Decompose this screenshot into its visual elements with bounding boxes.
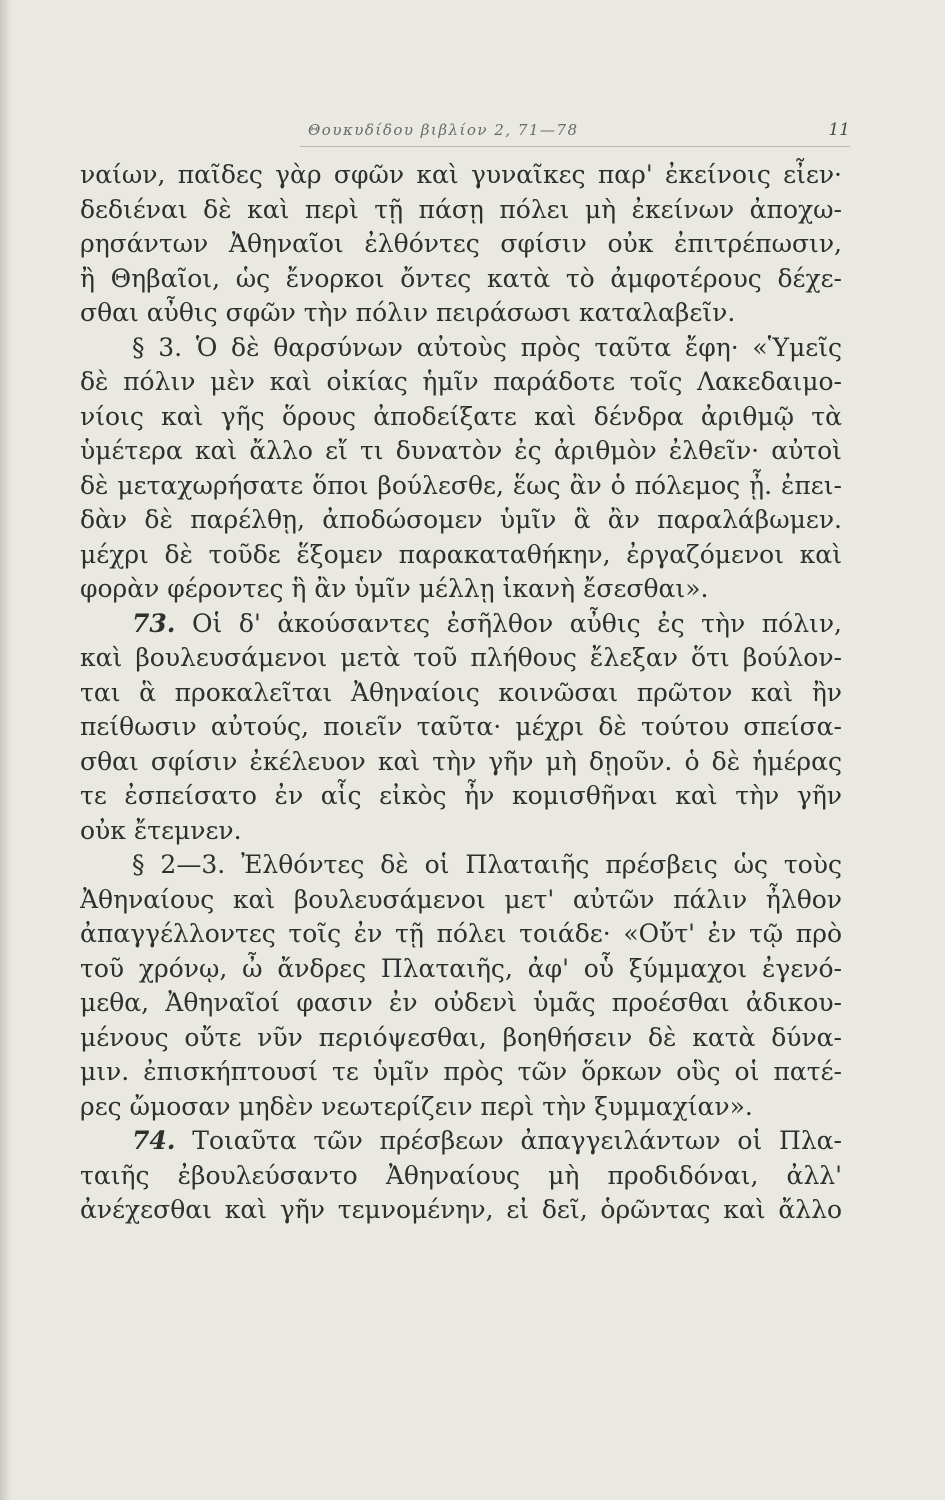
text-line: δὰν δὲ παρέλθῃ, ἀποδώσομεν ὑμῖν ἃ ἂν παραλάβωμεν. xyxy=(80,505,842,534)
text-line: § 2—3. Ἐλθόντες δὲ οἱ Πλαταιῆς πρέσβεις ὡς τοὺς xyxy=(132,850,842,879)
section-number: 73. xyxy=(132,608,176,638)
section-number: 74. xyxy=(132,1126,176,1155)
body-text xyxy=(80,158,842,1228)
text-line: τοῦ χρόνῳ, ὦ ἄνδρες Πλαταιῆς, ἀφ' οὗ ξύμμαχοι ἐγενό- xyxy=(80,953,842,983)
text-line: μεθα, Ἀθηναῖοί φασιν ἐν οὐδενὶ ὑμᾶς προέσθαι ἀδικου- xyxy=(80,988,842,1017)
text-line: τε ἐσπείσατο ἐν αἷς εἰκὸς ἦν κομισθῆναι καὶ τὴν γῆν xyxy=(80,781,842,810)
text-line: δὲ μεταχωρήσατε ὅποι βούλεσθε, ἕως ἂν ὁ πόλεμος ᾖ. ἐπει- xyxy=(80,470,842,500)
text-line: ἀπαγγέλλοντες τοῖς ἐν τῇ πόλει τοιάδε· «Οὔτ' ἐν τῷ πρὸ xyxy=(80,919,842,948)
text-line: ὑμέτερα καὶ ἄλλο εἴ τι δυνατὸν ἐς ἀριθμὸν ἐλθεῖν· αὐτοὶ xyxy=(80,436,842,465)
page-edge xyxy=(0,0,12,1500)
text-line: ται ἃ προκαλεῖται Ἀθηναίοις κοινῶσαι πρῶτον καὶ ἢν xyxy=(80,677,842,707)
text-line: νίοις καὶ γῆς ὅρους ἀποδείξατε καὶ δένδρα ἀριθμῷ τὰ xyxy=(80,401,842,431)
text-line: ρησάντων Ἀθηναῖοι ἐλθόντες σφίσιν οὐκ ἐπιτρέπωσιν, xyxy=(80,229,842,258)
text-line-section-73: 73. Οἱ δ' ἀκούσαντες ἐσῆλθον αὖθις ἐς τὴν πόλιν, xyxy=(132,608,842,638)
text-line: φορὰν φέροντες ἣ ἂν ὑμῖν μέλλῃ ἱκανὴ ἔσεσθαι». xyxy=(80,574,709,603)
text-line: Ἀθηναίους καὶ βουλευσάμενοι μετ' αὐτῶν πάλιν ἦλθον xyxy=(80,884,842,914)
text-line-section-74: 74. Τοιαῦτα τῶν πρέσβεων ἀπαγγειλάντων οἱ Πλα- xyxy=(132,1126,842,1155)
text-line: ἢ Θηβαῖοι, ὡς ἔνορκοι ὄντες κατὰ τὸ ἀμφοτέρους δέχε- xyxy=(80,263,842,293)
text-line: μένους οὔτε νῦν περιόψεσθαι, βοηθήσειν δὲ κατὰ δύνα- xyxy=(80,1022,842,1052)
text-line: ναίων, παῖδες γὰρ σφῶν καὶ γυναῖκες παρ' ἐκείνοις εἶεν· xyxy=(80,160,842,189)
text-line: καὶ βουλευσάμενοι μετὰ τοῦ πλήθους ἔλεξαν ὅτι βούλον- xyxy=(80,643,842,672)
text-line: ταιῆς ἐβουλεύσαντο Ἀθηναίους μὴ προδιδόναι, ἀλλ' xyxy=(80,1160,842,1190)
text-line: οὐκ ἔτεμνεν. xyxy=(80,815,242,845)
text-line: δὲ πόλιν μὲν καὶ οἰκίας ἡμῖν παράδοτε τοῖς Λακεδαιμο- xyxy=(80,367,842,396)
text-line: ἀνέχεσθαι καὶ γῆν τεμνομένην, εἰ δεῖ, ὁρῶντας καὶ ἄλλο xyxy=(80,1195,842,1224)
text-line: μέχρι δὲ τοῦδε ἕξομεν παρακαταθήκην, ἐργαζόμενοι καὶ xyxy=(80,539,842,569)
text-line: σθαι σφίσιν ἐκέλευον καὶ τὴν γῆν μὴ δῃοῦν. ὁ δὲ ἡμέρας xyxy=(80,746,842,776)
text-line: § 3. Ὁ δὲ θαρσύνων αὐτοὺς πρὸς ταῦτα ἔφη· «Ὑμεῖς xyxy=(132,332,842,362)
text-line: δεδιέναι δὲ καὶ περὶ τῇ πάσῃ πόλει μὴ ἐκείνων ἀποχω- xyxy=(80,194,842,224)
text-line: σθαι αὖθις σφῶν τὴν πόλιν πειράσωσι καταλαβεῖν. xyxy=(80,298,736,327)
text-line: μιν. ἐπισκήπτουσί τε ὑμῖν πρὸς τῶν ὅρκων οὓς οἱ πατέ- xyxy=(80,1057,842,1086)
text-line: πείθωσιν αὐτούς, ποιεῖν ταῦτα· μέχρι δὲ τούτου σπείσα- xyxy=(80,712,842,741)
page-number: 11 xyxy=(828,120,850,140)
running-title: Θουκυδίδου βιβλίον 2, 71—78 xyxy=(308,121,579,139)
running-header xyxy=(300,118,850,147)
text-line: ρες ὤμοσαν μηδὲν νεωτερίζειν περὶ τὴν ξυμμαχίαν». xyxy=(80,1091,753,1121)
